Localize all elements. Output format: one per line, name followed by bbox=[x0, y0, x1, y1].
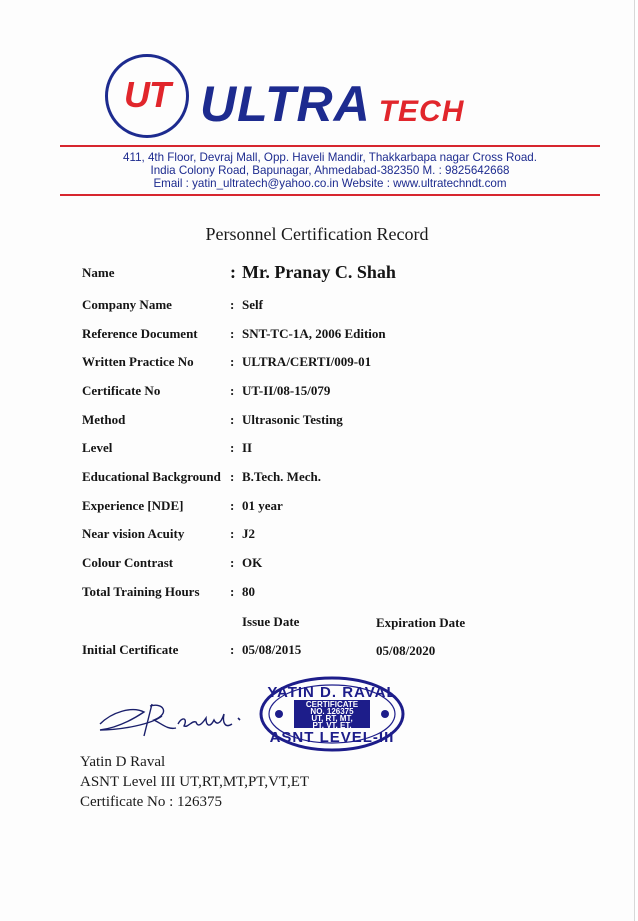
field-label: Certificate No bbox=[82, 383, 161, 398]
field-label: Experience [NDE] bbox=[82, 498, 184, 513]
issue-date-header: Issue Date bbox=[242, 614, 300, 629]
signatory-qualification: ASNT Level III UT,RT,MT,PT,VT,ET bbox=[80, 774, 310, 790]
field-label: Company Name bbox=[82, 297, 172, 312]
stamp-top-text: YATIN D. RAVAL bbox=[267, 684, 397, 701]
field-colon: : bbox=[230, 440, 235, 455]
signatory-name: Yatin D Raval bbox=[80, 754, 166, 770]
field-value: OK bbox=[242, 555, 263, 570]
document-title: Personnel Certification Record bbox=[205, 224, 429, 244]
field-label: Method bbox=[82, 412, 126, 427]
field-value: Mr. Pranay C. Shah bbox=[242, 262, 396, 282]
field-colon: : bbox=[230, 555, 235, 570]
stamp-line-1: CERTIFICATE bbox=[305, 700, 359, 709]
brand-secondary: TECH bbox=[378, 95, 465, 128]
stamp-line-2: NO. 126375 bbox=[310, 707, 354, 716]
field-colon: : bbox=[230, 526, 235, 541]
issue-date-value: 05/08/2015 bbox=[242, 642, 302, 657]
signatory-details bbox=[80, 752, 309, 812]
certification-stamp bbox=[258, 675, 406, 753]
field-colon: : bbox=[230, 412, 235, 427]
field-colon: : bbox=[230, 642, 235, 657]
field-value: SNT-TC-1A, 2006 Edition bbox=[242, 326, 386, 341]
field-value: B.Tech. Mech. bbox=[242, 469, 321, 484]
field-value: 01 year bbox=[242, 498, 283, 513]
field-colon: : bbox=[230, 262, 236, 282]
field-label: Written Practice No bbox=[82, 354, 194, 369]
field-value: UT-II/08-15/079 bbox=[242, 383, 331, 398]
header-bottom-rule bbox=[60, 194, 600, 196]
company-logo bbox=[105, 54, 189, 138]
expiration-date-value: 05/08/2020 bbox=[376, 643, 436, 658]
field-colon: : bbox=[230, 584, 235, 599]
field-label: Name bbox=[82, 265, 115, 280]
logo-mark: UT bbox=[124, 74, 170, 115]
field-value: 80 bbox=[242, 584, 255, 599]
field-colon: : bbox=[230, 354, 235, 369]
header-top-rule bbox=[60, 145, 600, 147]
stamp-line-4: PT, VT, ET. bbox=[312, 721, 352, 730]
brand-primary: ULTRA bbox=[200, 76, 371, 132]
company-address bbox=[60, 151, 600, 190]
signatory-certificate: Certificate No : 126375 bbox=[80, 794, 223, 810]
company-name bbox=[200, 75, 464, 133]
field-label: Colour Contrast bbox=[82, 555, 174, 570]
field-colon: : bbox=[230, 498, 235, 513]
address-line-3: Email : yatin_ultratech@yahoo.co.in Website : www.ultratechndt.com bbox=[153, 177, 507, 190]
field-label: Initial Certificate bbox=[82, 642, 179, 657]
stamp-line-3: UT, RT, MT, bbox=[311, 714, 353, 723]
field-value: II bbox=[242, 440, 253, 455]
field-value: Self bbox=[242, 297, 263, 312]
field-label: Reference Document bbox=[82, 326, 198, 341]
field-value: ULTRA/CERTI/009-01 bbox=[242, 354, 372, 369]
handwritten-signature bbox=[92, 694, 252, 744]
field-colon: : bbox=[230, 383, 235, 398]
stamp-bottom-text: ASNT LEVEL-III bbox=[269, 729, 395, 746]
address-line-2: India Colony Road, Bapunagar, Ahmedabad-382350 M. : 9825642668 bbox=[150, 164, 510, 177]
field-label: Educational Background bbox=[82, 469, 221, 484]
field-colon: : bbox=[230, 469, 235, 484]
field-label: Level bbox=[82, 440, 113, 455]
address-line-1: 411, 4th Floor, Devraj Mall, Opp. Haveli Mandir, Thakkarbapa nagar Cross Road. bbox=[123, 151, 537, 164]
field-label: Total Training Hours bbox=[82, 584, 200, 599]
field-colon: : bbox=[230, 297, 235, 312]
field-label: Near vision Acuity bbox=[82, 526, 185, 541]
field-colon: : bbox=[230, 326, 235, 341]
field-value: J2 bbox=[242, 526, 255, 541]
expiration-date-header: Expiration Date bbox=[376, 615, 466, 630]
field-value: Ultrasonic Testing bbox=[242, 412, 343, 427]
